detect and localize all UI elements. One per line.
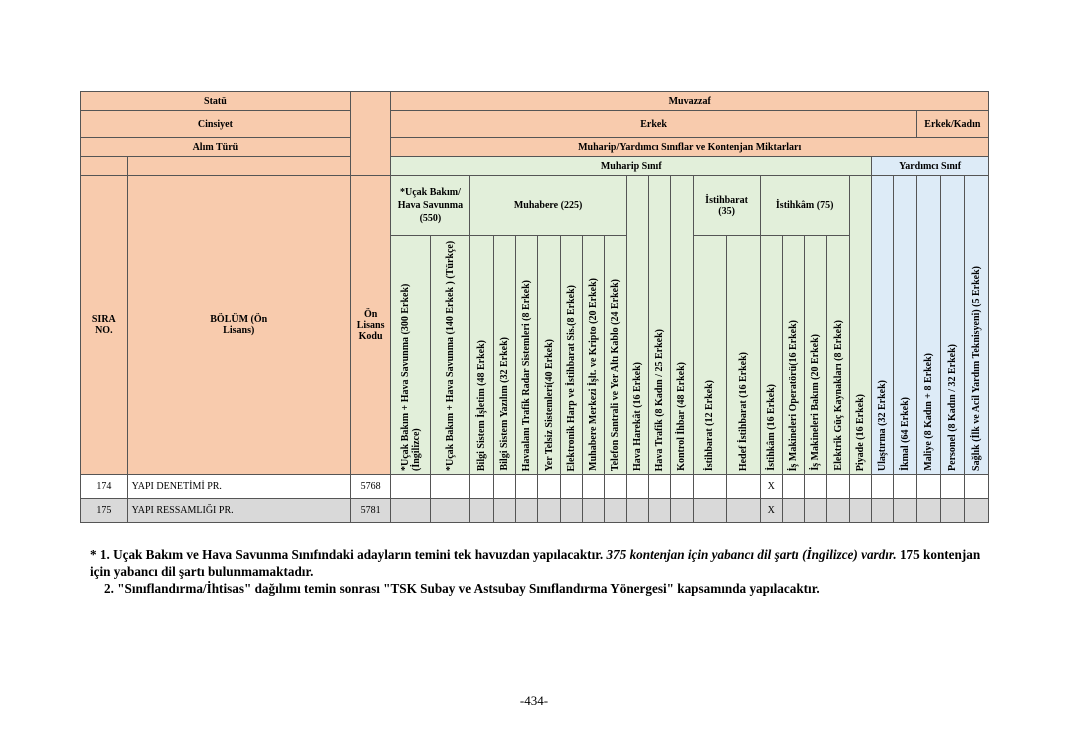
muhabere-group-header: Muhabere (225) — [470, 176, 626, 236]
col-header-bilgi-sistem-yazilim: Bilgi Sistem Yazılım (32 Erkek) — [493, 236, 515, 475]
note-2: 2. "Sınıflandırma/İhtisas" dağılımı temin sonrası "TSK Subay ve Astsubay Sınıflandırma Yönergesi" kapsamında yapılacaktır. — [104, 581, 820, 596]
muharip-header: Muharip Sınıf — [391, 157, 872, 176]
bolum-header: BÖLÜM (Ön Lisans) — [127, 176, 350, 475]
row-sira: 174 — [81, 475, 128, 499]
footnotes — [90, 546, 990, 597]
col-header-istihbarat: İstihbarat (12 Erkek) — [693, 236, 726, 475]
statu-label: Statü — [81, 92, 351, 111]
col-header-saglik: Sağlık (İlk ve Acil Yardım Teknisyeni) (5 Erkek) — [965, 176, 989, 475]
col-header-is-makineleri-bakim: İş Makineleri Bakım (20 Erkek) — [805, 236, 827, 475]
col-header-yer-telsiz: Yer Telsiz Sistemleri(40 Erkek) — [538, 236, 560, 475]
row-mark-istihkam: X — [760, 475, 782, 499]
ucak-group-header: *Uçak Bakım/ Hava Savunma (550) — [391, 176, 470, 236]
istihkam-group-header: İstihkâm (75) — [760, 176, 849, 236]
col-header-hava-trafik: Hava Trafik (8 Kadın / 25 Erkek) — [648, 176, 670, 475]
cinsiyet-erkek: Erkek — [391, 111, 916, 138]
statu-value: Muvazzaf — [391, 92, 989, 111]
col-header-elektrik-guc: Elektrik Güç Kaynakları (8 Erkek) — [827, 236, 849, 475]
alim-turu-label: Alım Türü — [81, 138, 351, 157]
cinsiyet-label: Cinsiyet — [81, 111, 351, 138]
table-row — [81, 499, 989, 523]
col-header-havaalani-radar: Havaalanı Trafik Radar Sistemleri (8 Erkek) — [516, 236, 538, 475]
sira-header: SIRA NO. — [81, 176, 128, 475]
col-header-is-makineleri-operator: İş Makineleri Operatörü(16 Erkek) — [782, 236, 804, 475]
quota-table — [80, 91, 989, 523]
cinsiyet-erkek-kadin: Erkek/Kadın — [916, 111, 988, 138]
row-mark-istihkam: X — [760, 499, 782, 523]
col-header-telefon-santrali: Telefon Santrali ve Yer Altı Kablo (24 Erkek) — [605, 236, 626, 475]
col-header-hava-harekat: Hava Harekât (16 Erkek) — [626, 176, 648, 475]
row-bolum: YAPI RESSAMLIĞI PR. — [127, 499, 350, 523]
col-header-bilgi-sistem-isletim: Bilgi Sistem İşletim (48 Erkek) — [470, 236, 493, 475]
col-header-elektronik-harp: Elektronik Harp ve İstihbarat Sis.(8 Erkek) — [560, 236, 582, 475]
col-header-kontrol-ihbar: Kontrol İhbar (48 Erkek) — [671, 176, 693, 475]
col-header-personel: Personel (8 Kadın / 32 Erkek) — [941, 176, 965, 475]
blank-cell — [127, 157, 350, 176]
note-1: * 1. Uçak Bakım ve Hava Savunma Sınıfındaki adayların temini tek havuzdan yapılacaktır. 375 kontenjan için yabancı dil şartı (İngilizce) vardır. 175 kontenjan için yabancı dil şartı bulunmamaktadır. — [90, 547, 981, 579]
col-header-hedef-istihbarat: Hedef İstihbarat (16 Erkek) — [727, 236, 760, 475]
istihbarat-group-header: İstihbarat (35) — [693, 176, 760, 236]
blank-cell — [81, 157, 128, 176]
col-header-maliye: Maliye (8 Kadın + 8 Erkek) — [916, 176, 940, 475]
col-header-ucak-turkce: *Uçak Bakım + Hava Savunma (140 Erkek ) (Türkçe) — [430, 236, 470, 475]
row-sira: 175 — [81, 499, 128, 523]
col-header-istihkam: İstihkâm (16 Erkek) — [760, 236, 782, 475]
row-bolum: YAPI DENETİMİ PR. — [127, 475, 350, 499]
col-header-ucak-ingilizce: *Uçak Bakım + Hava Savunma (300 Erkek) (İngilizce) — [391, 236, 431, 475]
kod-header-top — [350, 92, 391, 176]
col-header-ulastirma: Ulaştırma (32 Erkek) — [872, 176, 894, 475]
col-header-muhabere-merkezi: Muhabere Merkezi İşlt. ve Kripto (20 Erkek) — [583, 236, 605, 475]
page-number: -434- — [519, 693, 549, 708]
yardimci-header: Yardımcı Sınıf — [872, 157, 989, 176]
alim-turu-value: Muharip/Yardımcı Sınıflar ve Kontenjan Miktarları — [391, 138, 989, 157]
table-row — [81, 475, 989, 499]
kod-header: Ön Lisans Kodu — [350, 176, 391, 475]
row-kod: 5781 — [350, 499, 391, 523]
col-header-piyade: Piyade (16 Erkek) — [849, 176, 871, 475]
col-header-ikmal: İkmal (64 Erkek) — [894, 176, 916, 475]
row-kod: 5768 — [350, 475, 391, 499]
